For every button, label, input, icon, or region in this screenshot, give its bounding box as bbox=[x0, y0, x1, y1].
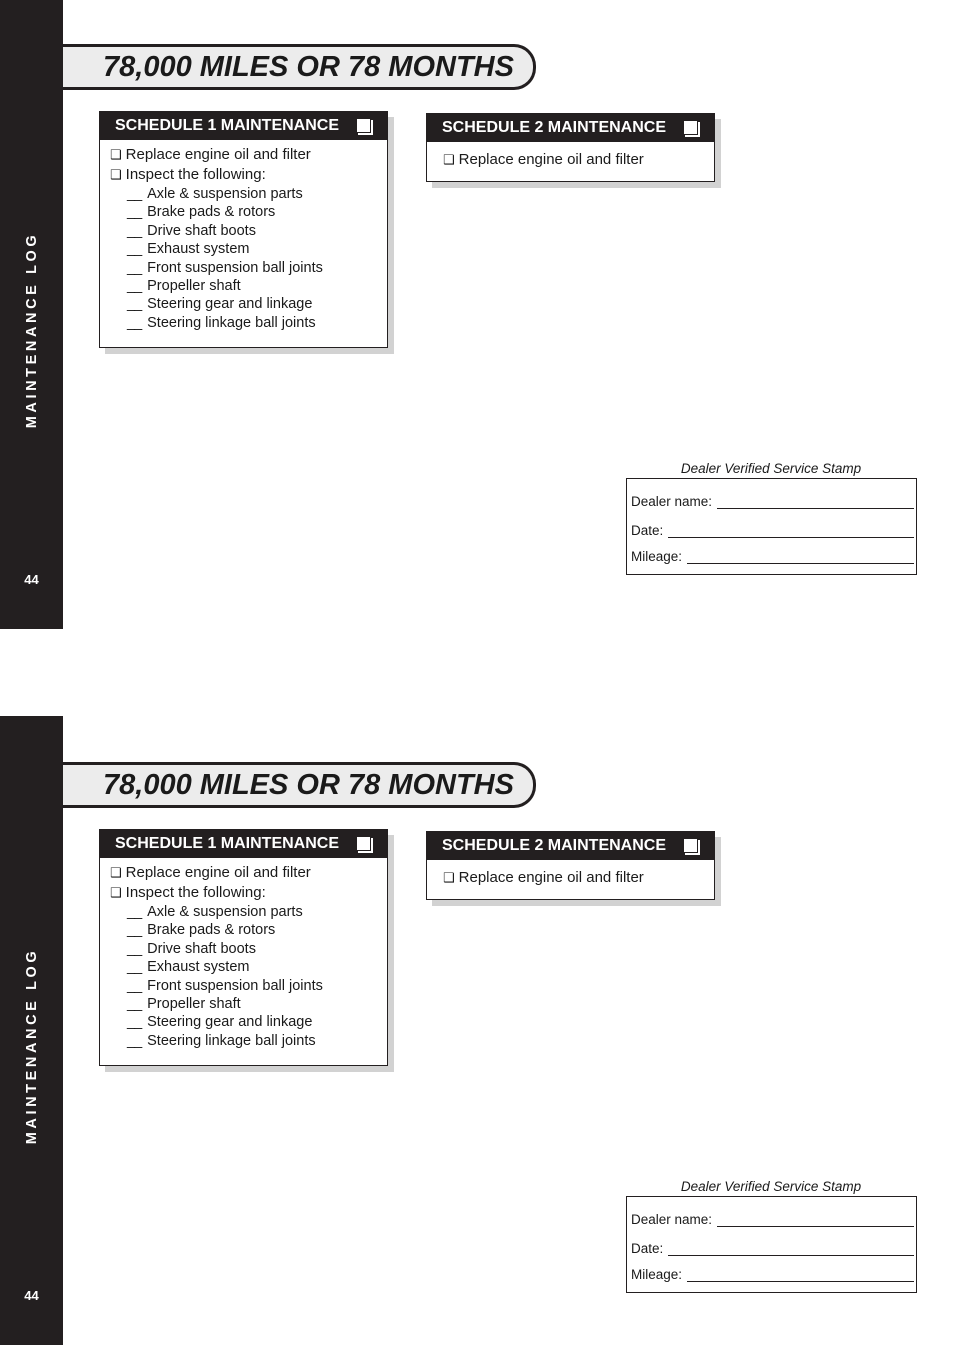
page-number: 44 bbox=[24, 1288, 39, 1303]
mileage-row bbox=[631, 1264, 914, 1282]
inspect-item: __ Steering gear and linkage bbox=[127, 296, 313, 313]
inspect-item: __ Propeller shaft bbox=[127, 277, 241, 294]
schedule-2-heading-text: SCHEDULE 2 MAINTENANCE bbox=[442, 119, 667, 136]
checkbox-icon[interactable]: ❑ bbox=[443, 152, 455, 167]
list-item: ❑ Inspect the following: bbox=[110, 884, 266, 901]
checkbox-icon[interactable]: ❑ bbox=[110, 147, 122, 162]
date-field[interactable] bbox=[668, 1241, 914, 1256]
check-blank[interactable]: __ bbox=[127, 1014, 142, 1031]
schedule-2-heading bbox=[427, 832, 714, 860]
checkbox-icon[interactable]: ❑ bbox=[110, 167, 122, 182]
mileage-field[interactable] bbox=[687, 549, 914, 564]
side-label: MAINTENANCE LOG bbox=[24, 947, 40, 1145]
inspect-item: __ Brake pads & rotors bbox=[127, 204, 276, 221]
side-bar bbox=[0, 0, 63, 629]
schedule-2-box bbox=[426, 831, 715, 900]
schedule-1-list bbox=[100, 140, 387, 332]
check-blank[interactable]: __ bbox=[127, 904, 142, 920]
checkbox-icon bbox=[356, 836, 371, 851]
mileage-label: Mileage: bbox=[631, 1267, 683, 1282]
list-item: ❑ Replace engine oil and filter bbox=[443, 869, 644, 886]
checkbox-icon[interactable]: ❑ bbox=[443, 870, 455, 885]
checkbox-icon[interactable]: ❑ bbox=[110, 885, 122, 900]
checkbox-icon bbox=[683, 838, 698, 853]
check-blank[interactable]: __ bbox=[127, 940, 142, 957]
page-title: 78,000 MILES OR 78 MONTHS bbox=[103, 51, 514, 83]
check-blank[interactable]: __ bbox=[127, 186, 142, 202]
check-blank[interactable]: __ bbox=[127, 959, 142, 976]
check-blank[interactable]: __ bbox=[127, 204, 142, 221]
schedule-1-box bbox=[99, 111, 388, 348]
checkbox-icon[interactable]: ❑ bbox=[110, 865, 122, 880]
check-blank[interactable]: __ bbox=[127, 296, 142, 313]
checkbox-icon bbox=[683, 120, 698, 135]
dealer-name-row bbox=[631, 1209, 914, 1227]
schedule-2-list bbox=[427, 142, 714, 170]
inspect-item: __ Steering gear and linkage bbox=[127, 1014, 313, 1031]
schedule-1-box bbox=[99, 829, 388, 1066]
stamp-caption: Dealer Verified Service Stamp bbox=[680, 461, 862, 476]
check-blank[interactable]: __ bbox=[127, 922, 142, 939]
date-row bbox=[631, 1238, 914, 1256]
check-blank[interactable]: __ bbox=[127, 241, 142, 258]
dealer-name-label: Dealer name: bbox=[631, 494, 713, 509]
dealer-name-label: Dealer name: bbox=[631, 1212, 713, 1227]
side-bar bbox=[0, 716, 63, 1345]
side-label: MAINTENANCE LOG bbox=[24, 231, 40, 429]
page-title: 78,000 MILES OR 78 MONTHS bbox=[103, 769, 514, 801]
schedule-1-heading-text: SCHEDULE 1 MAINTENANCE bbox=[115, 117, 340, 134]
inspect-item: __ Brake pads & rotors bbox=[127, 922, 276, 939]
schedule-1-heading bbox=[100, 830, 387, 858]
dealer-stamp-box bbox=[626, 478, 917, 575]
inspect-item: __ Steering linkage ball joints bbox=[127, 1032, 316, 1049]
title-banner bbox=[63, 762, 536, 808]
log-section-2 bbox=[0, 716, 954, 1345]
date-field[interactable] bbox=[668, 523, 914, 538]
inspect-item: __ Front suspension ball joints bbox=[127, 977, 323, 994]
inspect-item: __ Drive shaft boots bbox=[127, 940, 256, 957]
inspect-item: __ Exhaust system bbox=[127, 241, 250, 258]
mileage-row bbox=[631, 546, 914, 564]
schedule-1-heading-text: SCHEDULE 1 MAINTENANCE bbox=[115, 835, 340, 852]
stamp-caption: Dealer Verified Service Stamp bbox=[680, 1179, 862, 1194]
page-number: 44 bbox=[24, 572, 39, 587]
date-label: Date: bbox=[631, 1241, 664, 1256]
dealer-name-field[interactable] bbox=[717, 1212, 914, 1227]
inspect-item: __ Steering linkage ball joints bbox=[127, 314, 316, 331]
inspect-item: __ Axle & suspension parts bbox=[127, 186, 303, 202]
list-item: ❑ Inspect the following: bbox=[110, 166, 266, 183]
title-banner bbox=[63, 44, 536, 90]
schedule-2-heading-text: SCHEDULE 2 MAINTENANCE bbox=[442, 837, 667, 854]
check-blank[interactable]: __ bbox=[127, 259, 142, 276]
date-label: Date: bbox=[631, 523, 664, 538]
list-item: ❑ Replace engine oil and filter bbox=[443, 151, 644, 168]
check-blank[interactable]: __ bbox=[127, 222, 142, 239]
dealer-name-row bbox=[631, 491, 914, 509]
schedule-2-box bbox=[426, 113, 715, 182]
date-row bbox=[631, 520, 914, 538]
mileage-field[interactable] bbox=[687, 1267, 914, 1282]
log-section-1 bbox=[0, 0, 954, 672]
inspect-item: __ Exhaust system bbox=[127, 959, 250, 976]
list-item: ❑ Replace engine oil and filter bbox=[110, 864, 311, 881]
checkbox-icon bbox=[356, 118, 371, 133]
check-blank[interactable]: __ bbox=[127, 314, 142, 331]
list-item: ❑ Replace engine oil and filter bbox=[110, 146, 311, 163]
dealer-name-field[interactable] bbox=[717, 494, 914, 509]
dealer-stamp-box bbox=[626, 1196, 917, 1293]
check-blank[interactable]: __ bbox=[127, 1032, 142, 1049]
inspect-item: __ Propeller shaft bbox=[127, 995, 241, 1012]
inspect-item: __ Axle & suspension parts bbox=[127, 904, 303, 920]
schedule-1-heading bbox=[100, 112, 387, 140]
check-blank[interactable]: __ bbox=[127, 277, 142, 294]
check-blank[interactable]: __ bbox=[127, 995, 142, 1012]
inspect-item: __ Front suspension ball joints bbox=[127, 259, 323, 276]
inspect-item: __ Drive shaft boots bbox=[127, 222, 256, 239]
mileage-label: Mileage: bbox=[631, 549, 683, 564]
schedule-2-list bbox=[427, 860, 714, 888]
schedule-1-list bbox=[100, 858, 387, 1050]
check-blank[interactable]: __ bbox=[127, 977, 142, 994]
schedule-2-heading bbox=[427, 114, 714, 142]
